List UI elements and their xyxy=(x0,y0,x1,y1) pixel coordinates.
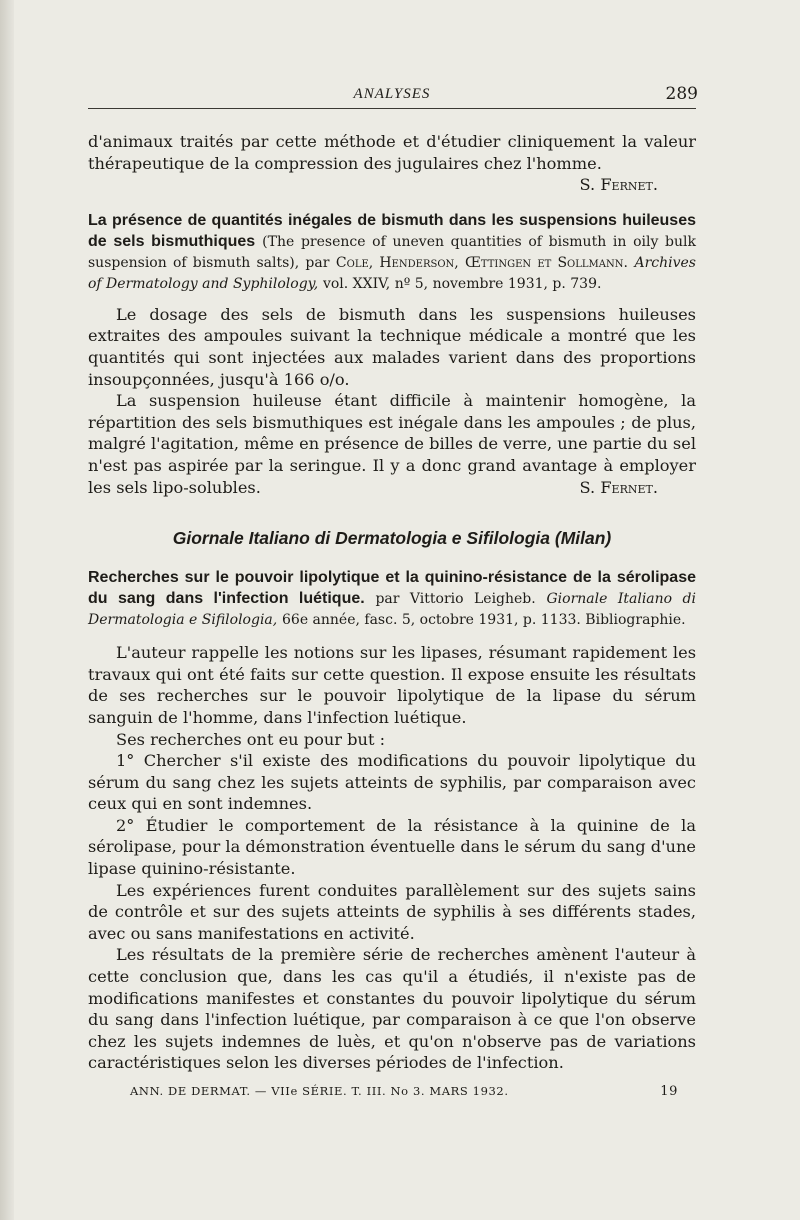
page-header xyxy=(88,86,696,109)
article1-reference xyxy=(88,210,696,294)
footer-signature-number: 19 xyxy=(660,1084,678,1099)
article2-title: Recherches sur le pouvoir lipolytique et la quinino-résistance de la sérolipase du sang dans l'infection luétique. xyxy=(88,569,696,608)
article2-paragraph-2: Ses recherches ont eu pour but : xyxy=(116,729,386,749)
intro-paragraph: d'animaux traités par cette méthode et d'étudier cliniquement la valeur thérapeutique de la compression des jugulaires chez l'homme. xyxy=(88,132,696,173)
article2-paragraph-1: L'auteur rappelle les notions sur les lipases, résumant rapidement les travaux qui ont été faits sur cette question. Il expose ensuite les résultats de ses recherches sur le pouvoir lipolytique de la lipase du sérum sanguin de l'homme, dans l'infection luétique. xyxy=(88,643,696,727)
article2-paragraph-3: 1° Chercher s'il existe des modifications du pouvoir lipolytique du sérum du sang chez les sujets atteints de syphilis, par comparaison avec ceux qui en sont indemnes. xyxy=(88,751,696,814)
article2-author: par Vittorio Leigheb. xyxy=(375,591,536,608)
intro-signature: S. Fernet. xyxy=(579,175,658,195)
page-binding-shadow xyxy=(0,0,14,1220)
article1-title: La présence de quantités inégales de bismuth dans les suspensions huileuses de sels bismuthiques xyxy=(88,211,696,250)
journal-section-title: Giornale Italiano di Dermatologia e Sifilologia (Milan) xyxy=(172,528,612,549)
article1-journal: Archives of Dermatology and Syphilology, xyxy=(88,254,696,292)
document-page xyxy=(88,86,696,1098)
page-number: 289 xyxy=(665,84,698,104)
article1-paragraph-1: Le dosage des sels de bismuth dans les suspensions huileuses extraites des ampoules suivant la technique médicale a montré que les quantités qui sont injectées aux malades varient dans des proportions insoupçonnées, jusqu'à 166 o/o. xyxy=(88,304,696,389)
article2-paragraph-4: 2° Étudier le comportement de la résistance à la quinine de la sérolipase, pour la démonstration éventuelle dans le sérum du sang d'une lipase quinino-résistante. xyxy=(88,815,696,879)
footer-journal-reference: ANN. DE DERMAT. — VIIe SÉRIE. T. III. No 3. MARS 1932. xyxy=(130,1084,509,1098)
article1-english-title: (The presence of uneven quantities of bismuth in oily bulk suspension of bismuth salts), par xyxy=(88,233,696,271)
article2-paragraph-5: Les expériences furent conduites parallèlement sur des sujets sains de contrôle et sur des sujets atteints de syphilis à ses différents stades, avec ou sans manifestations en activité. xyxy=(88,880,696,943)
article1-authors: Cole, Henderson, Œttingen et Sollmann. xyxy=(335,254,628,271)
article2-journal: Giornale Italiano di Dermatologia e Sifilologia, xyxy=(88,591,696,629)
article1-paragraph-2: La suspension huileuse étant difficile à maintenir homogène, la répartition des sels bismuthiques est inégale dans les ampoules ; de plus, malgré l'agitation, même en présence de billes de verre, une partie du sel n'est pas aspirée par la seringue. Il y a donc grand avantage à employer les sels lipo-solubles. xyxy=(88,391,696,497)
article2-reference xyxy=(88,567,696,630)
article1-signature: S. Fernet. xyxy=(579,477,658,497)
article2-citation: 66e année, fasc. 5, octobre 1931, p. 1133. Bibliographie. xyxy=(282,612,686,629)
article1-citation: vol. XXIV, nº 5, novembre 1931, p. 739. xyxy=(322,275,602,292)
running-title: ANALYSES xyxy=(353,86,431,102)
page-footer xyxy=(88,1084,696,1098)
article2-paragraph-6: Les résultats de la première série de recherches amènent l'auteur à cette conclusion que, dans les cas qu'il a étudiés, il n'existe pas de modifications manifestes et constantes du pouvoir lipolytique du sérum du sang dans l'infection luétique, par comparaison à ce que l'on observe chez les sujets indemnes de luès, et qu'on n'observe pas de variations caractéristiques selon les diverses périodes de l'infection. xyxy=(88,945,696,1073)
